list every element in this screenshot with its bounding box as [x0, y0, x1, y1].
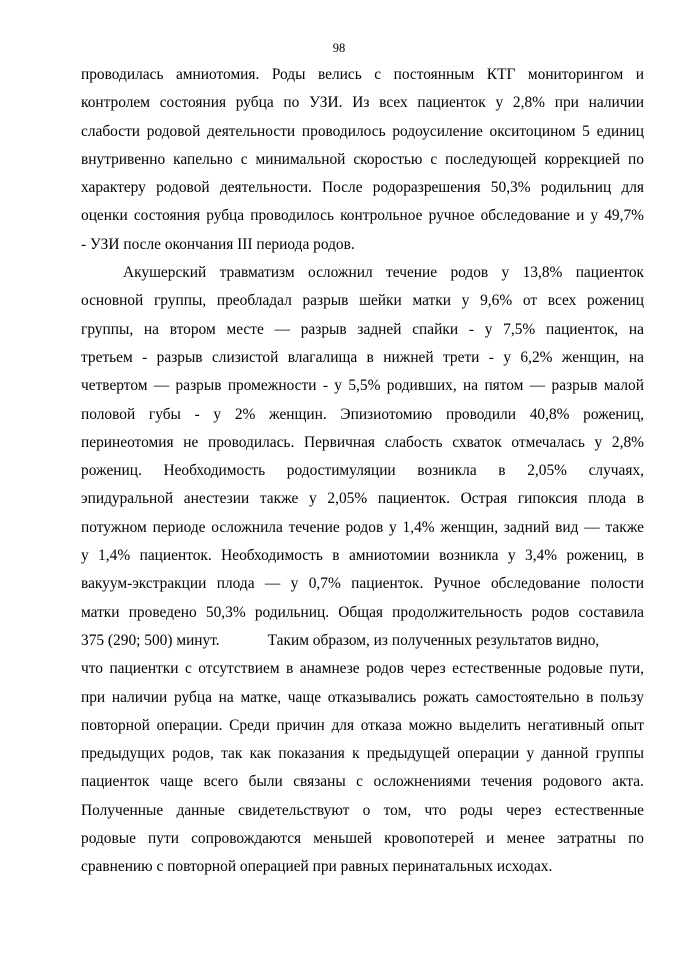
text-line: предыдущих родов, так как показания к предыдущей операции у данной группы — [81, 745, 644, 763]
text-line: четвертом — разрыв промежности - у 5,5% родивших, на пятом — разрыв малой — [81, 377, 644, 395]
page-number: 98 — [332, 41, 346, 55]
text-line — [81, 627, 644, 655]
text-line: внутривенно капельно с минимальной скоростью с последующей коррекцией по — [81, 150, 644, 168]
text-line: контролем состояния рубца по УЗИ. Из всех пациенток у 2,8% при наличии — [81, 94, 644, 112]
text-line: - УЗИ после окончания III периода родов. — [81, 235, 355, 253]
text-line: вакуум-экстракции плода — у 0,7% пациенток. Ручное обследование полости — [81, 575, 644, 593]
text-fragment: Таким образом, из полученных результатов видно, — [267, 631, 600, 649]
text-line: проводилась амниотомия. Роды велись с постоянным КТГ мониторингом и — [81, 66, 644, 83]
text-line: пациенток чаще всего были связаны с осложнениями течения родового акта. — [81, 773, 644, 791]
text-line: сравнению с повторной операцией при равных перинатальных исходах. — [81, 858, 553, 876]
text-line: что пациентки с отсутствием в анамнезе родов через естественные родовые пути, — [81, 660, 644, 678]
text-line: Полученные данные свидетельствуют о том, что роды через естественные — [81, 801, 644, 819]
text-line: Акушерский травматизм осложнил течение родов у 13,8% пациенток — [123, 264, 644, 282]
text-line: оценки состояния рубца проводилось контрольное ручное обследование и у 49,7% — [81, 207, 644, 225]
text-line: перинеотомия не проводилась. Первичная слабость схваток отмечалась у 2,8% — [81, 433, 644, 451]
text-line: у 1,4% пациенток. Необходимость в амниотомии возникла у 3,4% рожениц, в — [81, 547, 644, 565]
text-line: родовые пути сопровождаются меньшей кровопотерей и менее затратны по — [81, 830, 644, 848]
text-line: половой губы - у 2% женщин. Эпизиотомию проводили 40,8% рожениц, — [81, 405, 644, 423]
text-line: слабости родовой деятельности проводилось родоусиление окситоцином 5 единиц — [81, 122, 644, 140]
text-line: характеру родовой деятельности. После родоразрешения 50,3% родильниц для — [81, 179, 644, 197]
text-line: рожениц. Необходимость родостимуляции возникла в 2,05% случаях, — [81, 462, 644, 480]
text-line: повторной операции. Среди причин для отказа можно выделить негативный опыт — [81, 716, 644, 734]
text-line: эпидуральной анестезии также у 2,05% пациенток. Острая гипоксия плода в — [81, 490, 644, 508]
text-line: потужном периоде осложнила течение родов у 1,4% женщин, задний вид — также — [81, 518, 644, 536]
body-text — [81, 61, 644, 882]
text-fragment: 375 (290; 500) минут. — [81, 631, 220, 649]
text-line: третьем - разрыв слизистой влагалища в нижней трети - у 6,2% женщин, на — [81, 348, 644, 366]
text-line: при наличии рубца на матке, чаще отказывались рожать самостоятельно в пользу — [81, 688, 644, 706]
text-line: группы, на втором месте — разрыв задней спайки - у 7,5% пациенток, на — [81, 320, 644, 338]
text-line: матки проведено 50,3% родильниц. Общая продолжительность родов составила — [81, 603, 644, 621]
text-line: основной группы, преобладал разрыв шейки матки у 9,6% от всех рожениц — [81, 292, 644, 310]
